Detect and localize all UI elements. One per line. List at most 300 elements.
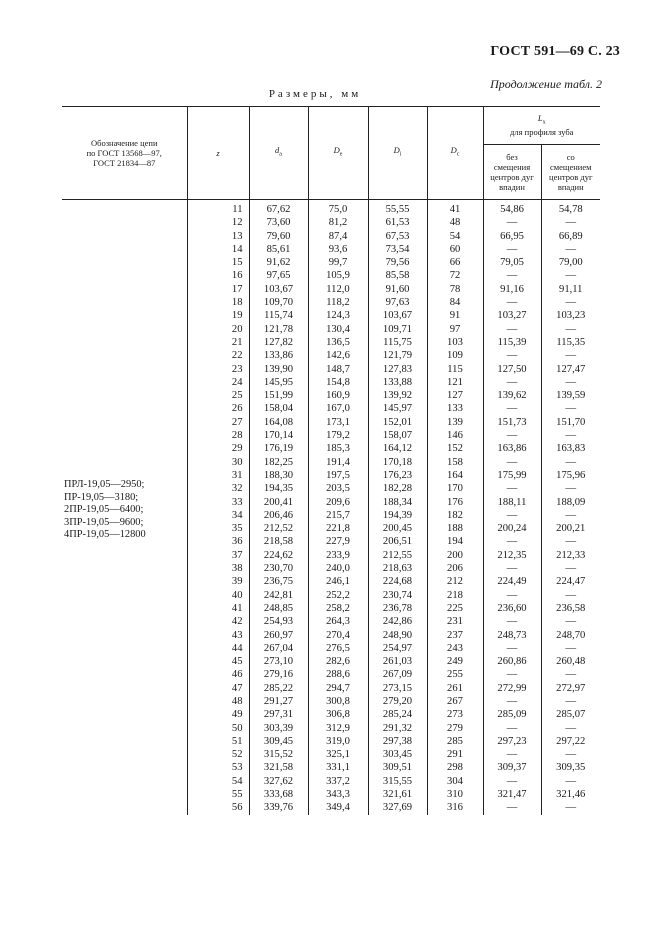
cell-Dc: 91	[427, 309, 483, 322]
cell-Di: 158,07	[368, 429, 427, 442]
cell-Di: 206,51	[368, 535, 427, 548]
header-Dc-subscript: c	[456, 151, 460, 158]
cell-Di: 145,97	[368, 402, 427, 415]
cell-Lx-with: —	[541, 456, 600, 469]
cell-Dc: 243	[427, 642, 483, 655]
cell-Lx-without: —	[483, 722, 541, 735]
cell-Di: 176,23	[368, 469, 427, 482]
cell-da: 285,22	[249, 682, 308, 695]
cell-Dc: 84	[427, 296, 483, 309]
cell-Dc: 316	[427, 801, 483, 814]
cell-Lx-with: 224,47	[541, 575, 600, 588]
cell-Di: 279,20	[368, 695, 427, 708]
cell-De: 87,4	[308, 230, 368, 243]
table-continuation-label: Продолжение табл. 2	[490, 77, 602, 91]
cell-z: 51	[187, 735, 249, 748]
cell-Lx-without: 115,39	[483, 336, 541, 349]
cell-De: 75,0	[308, 200, 368, 217]
header-z-symbol: z	[216, 147, 220, 158]
cell-Lx-without: —	[483, 402, 541, 415]
cell-Lx-without: 127,50	[483, 363, 541, 376]
cell-Dc: 298	[427, 761, 483, 774]
cell-Lx-without: —	[483, 642, 541, 655]
cell-Lx-without: 212,35	[483, 549, 541, 562]
cell-da: 194,35	[249, 482, 308, 495]
cell-Di: 194,39	[368, 509, 427, 522]
cell-Lx-with: —	[541, 323, 600, 336]
cell-da: 260,97	[249, 629, 308, 642]
cell-De: 112,0	[308, 283, 368, 296]
cell-Dc: 121	[427, 376, 483, 389]
cell-De: 246,1	[308, 575, 368, 588]
cell-Di: 285,24	[368, 708, 427, 721]
cell-Dc: 152	[427, 442, 483, 455]
cell-z: 38	[187, 562, 249, 575]
cell-Dc: 139	[427, 416, 483, 429]
cell-da: 291,27	[249, 695, 308, 708]
cell-z: 40	[187, 589, 249, 602]
cell-z: 55	[187, 788, 249, 801]
cell-Lx-with: —	[541, 402, 600, 415]
header-da	[249, 106, 308, 200]
cell-De: 191,4	[308, 456, 368, 469]
cell-Lx-with: —	[541, 243, 600, 256]
cell-Lx-with: —	[541, 535, 600, 548]
cell-z: 37	[187, 549, 249, 562]
cell-Lx-with: —	[541, 722, 600, 735]
header-designation-line: ГОСТ 21834—87	[93, 157, 156, 168]
cell-z: 21	[187, 336, 249, 349]
header-Dc-symbol: D	[450, 145, 457, 156]
cell-Lx-with: 103,23	[541, 309, 600, 322]
cell-Lx-with: 127,47	[541, 363, 600, 376]
cell-De: 179,2	[308, 429, 368, 442]
cell-Lx-with: —	[541, 642, 600, 655]
cell-z: 25	[187, 389, 249, 402]
cell-Lx-without: —	[483, 775, 541, 788]
header-Lx	[483, 106, 600, 145]
cell-Lx-without: 188,11	[483, 496, 541, 509]
cell-z: 32	[187, 482, 249, 495]
header-Di	[368, 106, 427, 200]
cell-De: 167,0	[308, 402, 368, 415]
cell-Lx-with: —	[541, 269, 600, 282]
cell-De: 148,7	[308, 363, 368, 376]
cell-Di: 254,97	[368, 642, 427, 655]
cell-Lx-without: —	[483, 562, 541, 575]
cell-Lx-without: 151,73	[483, 416, 541, 429]
cell-Dc: 267	[427, 695, 483, 708]
cell-Dc: 206	[427, 562, 483, 575]
cell-Lx-with: —	[541, 296, 600, 309]
cell-da: 309,45	[249, 735, 308, 748]
header-De-subscript: e	[339, 151, 343, 158]
cell-z: 11	[187, 200, 249, 217]
header-designation	[62, 106, 187, 200]
cell-z: 22	[187, 349, 249, 362]
cell-Dc: 66	[427, 256, 483, 269]
cell-da: 97,65	[249, 269, 308, 282]
cell-Di: 152,01	[368, 416, 427, 429]
cell-z: 28	[187, 429, 249, 442]
cell-Lx-without: —	[483, 509, 541, 522]
cell-Lx-without: 272,99	[483, 682, 541, 695]
cell-Dc: 237	[427, 629, 483, 642]
cell-Dc: 273	[427, 708, 483, 721]
cell-Lx-with: 163,83	[541, 442, 600, 455]
cell-da: 139,90	[249, 363, 308, 376]
cell-da: 273,10	[249, 655, 308, 668]
chain-designation: 2ПР-19,05—6400;	[64, 504, 144, 515]
cell-da: 206,46	[249, 509, 308, 522]
cell-z: 19	[187, 309, 249, 322]
cell-Dc: 279	[427, 722, 483, 735]
cell-z: 31	[187, 469, 249, 482]
cell-Dc: 225	[427, 602, 483, 615]
table-body	[62, 200, 600, 815]
cell-Di: 133,88	[368, 376, 427, 389]
cell-Di: 79,56	[368, 256, 427, 269]
sizes-caption: Размеры, мм	[268, 88, 362, 100]
cell-z: 26	[187, 402, 249, 415]
header-designation-line: Обозначение цепи	[90, 137, 158, 148]
cell-Di: 127,83	[368, 363, 427, 376]
chain-designations-list	[64, 479, 189, 542]
cell-Di: 291,32	[368, 722, 427, 735]
cell-da: 242,81	[249, 589, 308, 602]
cell-De: 276,5	[308, 642, 368, 655]
cell-da: 333,68	[249, 788, 308, 801]
cell-da: 297,31	[249, 708, 308, 721]
cell-Di: 73,54	[368, 243, 427, 256]
cell-da: 212,52	[249, 522, 308, 535]
cell-z: 39	[187, 575, 249, 588]
cell-Lx-without: —	[483, 482, 541, 495]
cell-da: 224,62	[249, 549, 308, 562]
cell-Di: 61,53	[368, 216, 427, 229]
cell-Dc: 231	[427, 615, 483, 628]
cell-De: 325,1	[308, 748, 368, 761]
cell-z: 48	[187, 695, 249, 708]
header-without-line: без	[506, 152, 518, 162]
cell-da: 151,99	[249, 389, 308, 402]
cell-da: 121,78	[249, 323, 308, 336]
header-without-line: впадин	[499, 182, 525, 192]
cell-Dc: 200	[427, 549, 483, 562]
cell-Lx-with: 272,97	[541, 682, 600, 695]
cell-Di: 121,79	[368, 349, 427, 362]
cell-De: 349,4	[308, 801, 368, 814]
cell-Di: 212,55	[368, 549, 427, 562]
cell-De: 337,2	[308, 775, 368, 788]
cell-Di: 315,55	[368, 775, 427, 788]
cell-Lx-with: —	[541, 775, 600, 788]
cell-Lx-with: —	[541, 748, 600, 761]
cell-da: 170,14	[249, 429, 308, 442]
cell-De: 294,7	[308, 682, 368, 695]
cell-Lx-without: —	[483, 243, 541, 256]
chain-designation: ПР-19,05—3180;	[64, 491, 139, 503]
cell-Lx-with: 175,96	[541, 469, 600, 482]
cell-Lx-without: —	[483, 376, 541, 389]
cell-Dc: 291	[427, 748, 483, 761]
cell-z: 49	[187, 708, 249, 721]
cell-Lx-without: —	[483, 748, 541, 761]
cell-z: 16	[187, 269, 249, 282]
chain-designation: ПРЛ-19,05—2950;	[64, 479, 145, 490]
cell-z: 23	[187, 363, 249, 376]
cell-z: 33	[187, 496, 249, 509]
cell-Di: 297,38	[368, 735, 427, 748]
cell-Dc: 97	[427, 323, 483, 336]
cell-De: 282,6	[308, 655, 368, 668]
cell-z: 13	[187, 230, 249, 243]
header-without-offset	[483, 145, 541, 200]
cell-Dc: 285	[427, 735, 483, 748]
header-da-symbol: d	[275, 145, 280, 156]
cell-Di: 248,90	[368, 629, 427, 642]
cell-Dc: 146	[427, 429, 483, 442]
cell-da: 164,08	[249, 416, 308, 429]
cell-Di: 327,69	[368, 801, 427, 814]
cell-Di: 224,68	[368, 575, 427, 588]
cell-Lx-with: 200,21	[541, 522, 600, 535]
cell-De: 240,0	[308, 562, 368, 575]
cell-Dc: 133	[427, 402, 483, 415]
cell-De: 154,8	[308, 376, 368, 389]
cell-Lx-with: 285,07	[541, 708, 600, 721]
cell-Di: 261,03	[368, 655, 427, 668]
cell-da: 188,30	[249, 469, 308, 482]
cell-De: 258,2	[308, 602, 368, 615]
cell-Di: 242,86	[368, 615, 427, 628]
cell-da: 267,04	[249, 642, 308, 655]
cell-da: 67,62	[249, 200, 308, 217]
cell-Lx-with: 91,11	[541, 283, 600, 296]
header-da-subscript: a	[279, 151, 282, 158]
cell-da: 73,60	[249, 216, 308, 229]
cell-Lx-with: —	[541, 349, 600, 362]
cell-da: 236,75	[249, 575, 308, 588]
cell-De: 130,4	[308, 323, 368, 336]
header-Lx-symbol: L	[537, 112, 543, 123]
cell-De: 160,9	[308, 389, 368, 402]
cell-z: 34	[187, 509, 249, 522]
cell-Di: 200,45	[368, 522, 427, 535]
cell-Lx-with: 248,70	[541, 629, 600, 642]
cell-z: 42	[187, 615, 249, 628]
cell-Lx-with: —	[541, 216, 600, 229]
cell-Lx-without: —	[483, 589, 541, 602]
chain-designations	[62, 200, 187, 815]
cell-Di: 103,67	[368, 309, 427, 322]
cell-Lx-without: 175,99	[483, 469, 541, 482]
cell-Di: 273,15	[368, 682, 427, 695]
cell-Dc: 255	[427, 668, 483, 681]
cell-Dc: 261	[427, 682, 483, 695]
cell-De: 300,8	[308, 695, 368, 708]
header-De-symbol: D	[333, 145, 340, 156]
cell-z: 35	[187, 522, 249, 535]
cell-Lx-without: 309,37	[483, 761, 541, 774]
cell-Lx-without: —	[483, 216, 541, 229]
chain-designation: 3ПР-19,05—9600;	[64, 516, 144, 528]
cell-Lx-with: —	[541, 429, 600, 442]
cell-da: 182,25	[249, 456, 308, 469]
cell-Di: 309,51	[368, 761, 427, 774]
cell-Dc: 182	[427, 509, 483, 522]
cell-Lx-with: —	[541, 668, 600, 681]
cell-Lx-with: —	[541, 801, 600, 814]
cell-Lx-without: —	[483, 456, 541, 469]
cell-De: 233,9	[308, 549, 368, 562]
cell-Di: 55,55	[368, 200, 427, 217]
cell-da: 218,58	[249, 535, 308, 548]
cell-Di: 267,09	[368, 668, 427, 681]
cell-da: 176,19	[249, 442, 308, 455]
cell-Di: 230,74	[368, 589, 427, 602]
cell-Di: 321,61	[368, 788, 427, 801]
cell-Lx-without: —	[483, 695, 541, 708]
cell-da: 230,70	[249, 562, 308, 575]
cell-Di: 67,53	[368, 230, 427, 243]
cell-z: 46	[187, 668, 249, 681]
cell-Lx-with: —	[541, 615, 600, 628]
header-with-line: смещением	[550, 162, 592, 172]
cell-Di: 85,58	[368, 269, 427, 282]
cell-z: 44	[187, 642, 249, 655]
cell-Di: 170,18	[368, 456, 427, 469]
cell-Di: 91,60	[368, 283, 427, 296]
header-Lx-symbol-line	[484, 113, 601, 128]
cell-De: 319,0	[308, 735, 368, 748]
cell-Dc: 109	[427, 349, 483, 362]
header-with-line: центров дуг	[549, 172, 593, 182]
cell-Dc: 41	[427, 200, 483, 217]
cell-De: 118,2	[308, 296, 368, 309]
cell-z: 50	[187, 722, 249, 735]
header-with-line: со	[566, 152, 575, 162]
cell-Di: 303,45	[368, 748, 427, 761]
cell-da: 321,58	[249, 761, 308, 774]
sprocket-dimensions-table	[62, 106, 600, 815]
header-Di-symbol: D	[393, 145, 400, 156]
cell-Dc: 304	[427, 775, 483, 788]
cell-Lx-without: —	[483, 269, 541, 282]
cell-z: 27	[187, 416, 249, 429]
cell-Lx-with: 188,09	[541, 496, 600, 509]
cell-Di: 164,12	[368, 442, 427, 455]
cell-z: 12	[187, 216, 249, 229]
cell-Di: 115,75	[368, 336, 427, 349]
cell-z: 14	[187, 243, 249, 256]
header-without-line: смещения	[493, 162, 531, 172]
cell-z: 18	[187, 296, 249, 309]
cell-z: 41	[187, 602, 249, 615]
cell-Dc: 188	[427, 522, 483, 535]
cell-Lx-without: 285,09	[483, 708, 541, 721]
cell-Dc: 170	[427, 482, 483, 495]
cell-da: 200,41	[249, 496, 308, 509]
cell-z: 30	[187, 456, 249, 469]
cell-z: 17	[187, 283, 249, 296]
cell-da: 315,52	[249, 748, 308, 761]
header-Lx-subscript: x	[542, 119, 546, 126]
cell-Lx-with: 115,35	[541, 336, 600, 349]
cell-Lx-with: 297,22	[541, 735, 600, 748]
cell-da: 115,74	[249, 309, 308, 322]
cell-Di: 182,28	[368, 482, 427, 495]
cell-da: 91,62	[249, 256, 308, 269]
cell-De: 227,9	[308, 535, 368, 548]
cell-Lx-without: 224,49	[483, 575, 541, 588]
cell-z: 53	[187, 761, 249, 774]
cell-Lx-with: 139,59	[541, 389, 600, 402]
cell-Dc: 60	[427, 243, 483, 256]
cell-De: 203,5	[308, 482, 368, 495]
cell-Di: 139,92	[368, 389, 427, 402]
cell-Lx-with: 79,00	[541, 256, 600, 269]
cell-De: 221,8	[308, 522, 368, 535]
header-without-line: центров дуг	[490, 172, 534, 182]
cell-Lx-without: 297,23	[483, 735, 541, 748]
cell-da: 254,93	[249, 615, 308, 628]
cell-da: 133,86	[249, 349, 308, 362]
cell-da: 103,67	[249, 283, 308, 296]
cell-Lx-without: 79,05	[483, 256, 541, 269]
cell-Lx-without: —	[483, 615, 541, 628]
cell-Lx-without: —	[483, 349, 541, 362]
chain-designation: 4ПР-19,05—12800	[64, 529, 146, 540]
cell-Lx-without: —	[483, 296, 541, 309]
cell-De: 343,3	[308, 788, 368, 801]
cell-Lx-with: —	[541, 376, 600, 389]
cell-da: 248,85	[249, 602, 308, 615]
header-Di-subscript: i	[399, 151, 402, 158]
cell-Dc: 78	[427, 283, 483, 296]
cell-Lx-with: 309,35	[541, 761, 600, 774]
cell-De: 105,9	[308, 269, 368, 282]
cell-Lx-with: 151,70	[541, 416, 600, 429]
cell-Lx-without: 321,47	[483, 788, 541, 801]
cell-Lx-with: —	[541, 589, 600, 602]
cell-da: 109,70	[249, 296, 308, 309]
cell-Lx-with: 236,58	[541, 602, 600, 615]
cell-De: 270,4	[308, 629, 368, 642]
cell-De: 215,7	[308, 509, 368, 522]
cell-De: 93,6	[308, 243, 368, 256]
cell-da: 279,16	[249, 668, 308, 681]
cell-De: 288,6	[308, 668, 368, 681]
cell-Lx-without: —	[483, 429, 541, 442]
cell-De: 264,3	[308, 615, 368, 628]
cell-Lx-with: —	[541, 509, 600, 522]
header-with-line: впадин	[557, 182, 584, 192]
cell-Lx-without: 54,86	[483, 200, 541, 217]
cell-Dc: 115	[427, 363, 483, 376]
cell-z: 54	[187, 775, 249, 788]
cell-Dc: 158	[427, 456, 483, 469]
cell-z: 45	[187, 655, 249, 668]
cell-Dc: 48	[427, 216, 483, 229]
cell-Dc: 194	[427, 535, 483, 548]
cell-Lx-with: 66,89	[541, 230, 600, 243]
cell-Lx-with: —	[541, 562, 600, 575]
cell-De: 185,3	[308, 442, 368, 455]
cell-Lx-without: —	[483, 535, 541, 548]
cell-Dc: 212	[427, 575, 483, 588]
cell-Lx-with: —	[541, 695, 600, 708]
